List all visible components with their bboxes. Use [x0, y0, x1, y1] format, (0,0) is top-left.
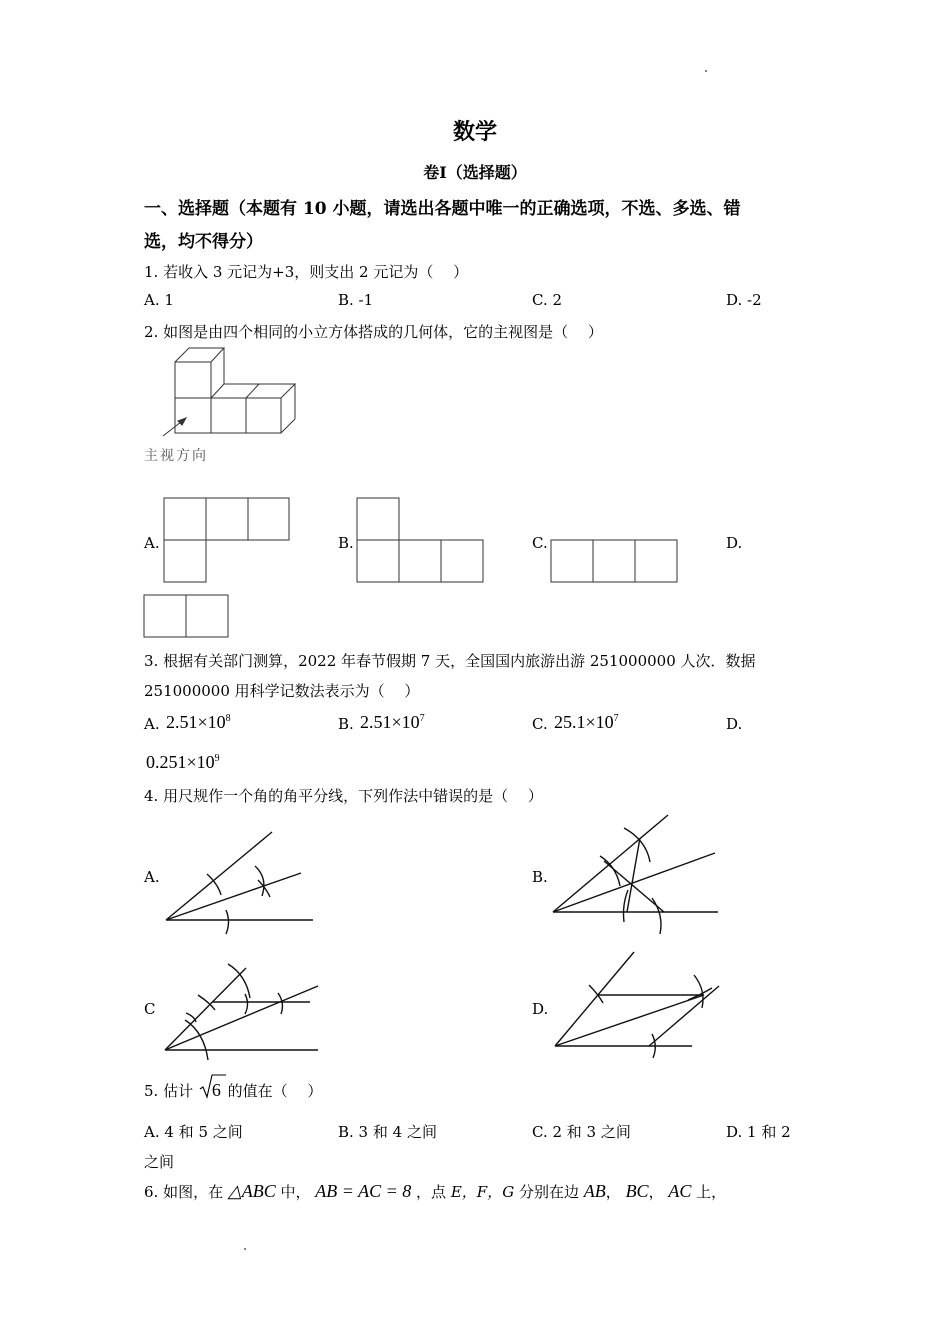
q6-prefix: 6. 如图，在 — [144, 1183, 224, 1201]
q5-stem — [144, 1080, 322, 1101]
q3-label-c: C. — [532, 715, 548, 733]
q5-option-d-wrap: 之间 — [144, 1153, 175, 1171]
q6-rest: ，点 — [416, 1183, 447, 1201]
sqrt-sign — [200, 1074, 228, 1102]
paper-subtitle: 卷Ⅰ（选择题） — [423, 163, 527, 182]
page-title: 数学 — [452, 119, 497, 145]
q4-stem: 4. 用尺规作一个角的角平分线，下列作法中错误的是（ ） — [144, 787, 543, 805]
q5-option-c: C. 2 和 3 之间 — [532, 1123, 631, 1141]
q5-option-b: B. 3 和 4 之间 — [338, 1123, 437, 1141]
q6-equation: AB = AC = 8 — [315, 1181, 412, 1201]
q3-option-c-value: $25.1\times 10^7$ — [554, 712, 619, 732]
q1-stem: 1. 若收入 3 元记为+3，则支出 2 元记为（ ） — [144, 263, 469, 281]
q3-label-a: A. — [144, 715, 160, 733]
q6-triangle: △ABC — [227, 1181, 276, 1201]
q4-label-a: A. — [144, 868, 160, 886]
q5-sqrt — [200, 1080, 221, 1101]
q6-side-ac: AC — [668, 1181, 692, 1201]
q2-label-d: D. — [726, 534, 743, 552]
q3-stem-line1: 3. 根据有关部门测算，2022 年春节假期 7 天，全国国内旅游出游 251000000 人次．数据 — [144, 652, 756, 670]
q6-end: 上， — [696, 1183, 727, 1201]
q3-stem-line2: 251000000 用科学记数法表示为（ ） — [144, 682, 420, 700]
q6-mid: 中， — [280, 1183, 311, 1201]
q6-comma: ， — [648, 1183, 664, 1201]
q6-side-ab: AB — [583, 1181, 606, 1201]
q3-label-b: B. — [338, 715, 354, 733]
q5-option-d: D. 1 和 2 — [726, 1123, 791, 1141]
q2-label-c: C. — [532, 534, 548, 552]
q4-figure-c — [165, 964, 318, 1060]
q3-option-b-value: $2.51\times 10^7$ — [360, 712, 425, 732]
q5-stem-pre: 5. 估计 — [144, 1082, 194, 1100]
q2-label-a: A. — [144, 534, 160, 552]
q5-option-a: A. 4 和 5 之间 — [144, 1123, 243, 1141]
q6-stem — [144, 1181, 726, 1202]
section-heading-line2: 选，均不得分） — [144, 232, 263, 252]
q6-side-bc: BC — [625, 1181, 649, 1201]
q1-option-b: B. -1 — [338, 291, 374, 309]
q6-points: E，F，G — [450, 1183, 515, 1201]
q3-option-a-value: $2.51\times 10^8$ — [166, 712, 231, 732]
q4-label-d: D. — [532, 1000, 549, 1018]
q1-option-d: D. -2 — [726, 291, 762, 309]
q2-view-direction-label: 主视方向 — [144, 448, 208, 464]
q1-option-a: A. 1 — [144, 291, 174, 309]
q5-stem-post: 的值在（ ） — [227, 1082, 323, 1100]
q5-radicand: 6 — [211, 1080, 221, 1100]
q2-stem: 2. 如图是由四个相同的小立方体搭成的几何体，它的主视图是（ ） — [144, 323, 603, 341]
q4-figure-a — [166, 832, 313, 934]
q6-rest2: 分别在边 — [518, 1183, 579, 1201]
q1-option-c: C. 2 — [532, 291, 563, 309]
q3-option-d-value: $0.251\times 10^9$ — [146, 752, 220, 772]
q4-figure-b — [553, 815, 718, 934]
q4-label-b: B. — [532, 868, 548, 886]
q6-comma: ， — [605, 1183, 621, 1201]
q4-figure-d — [555, 952, 719, 1058]
q4-label-c: C — [144, 1000, 156, 1018]
q2-label-b: B. — [338, 534, 354, 552]
section-heading-line1: 一、选择题（本题有 10 小题，请选出各题中唯一的正确选项，不选、多选、错 — [144, 199, 741, 219]
q3-label-d: D. — [726, 715, 743, 733]
